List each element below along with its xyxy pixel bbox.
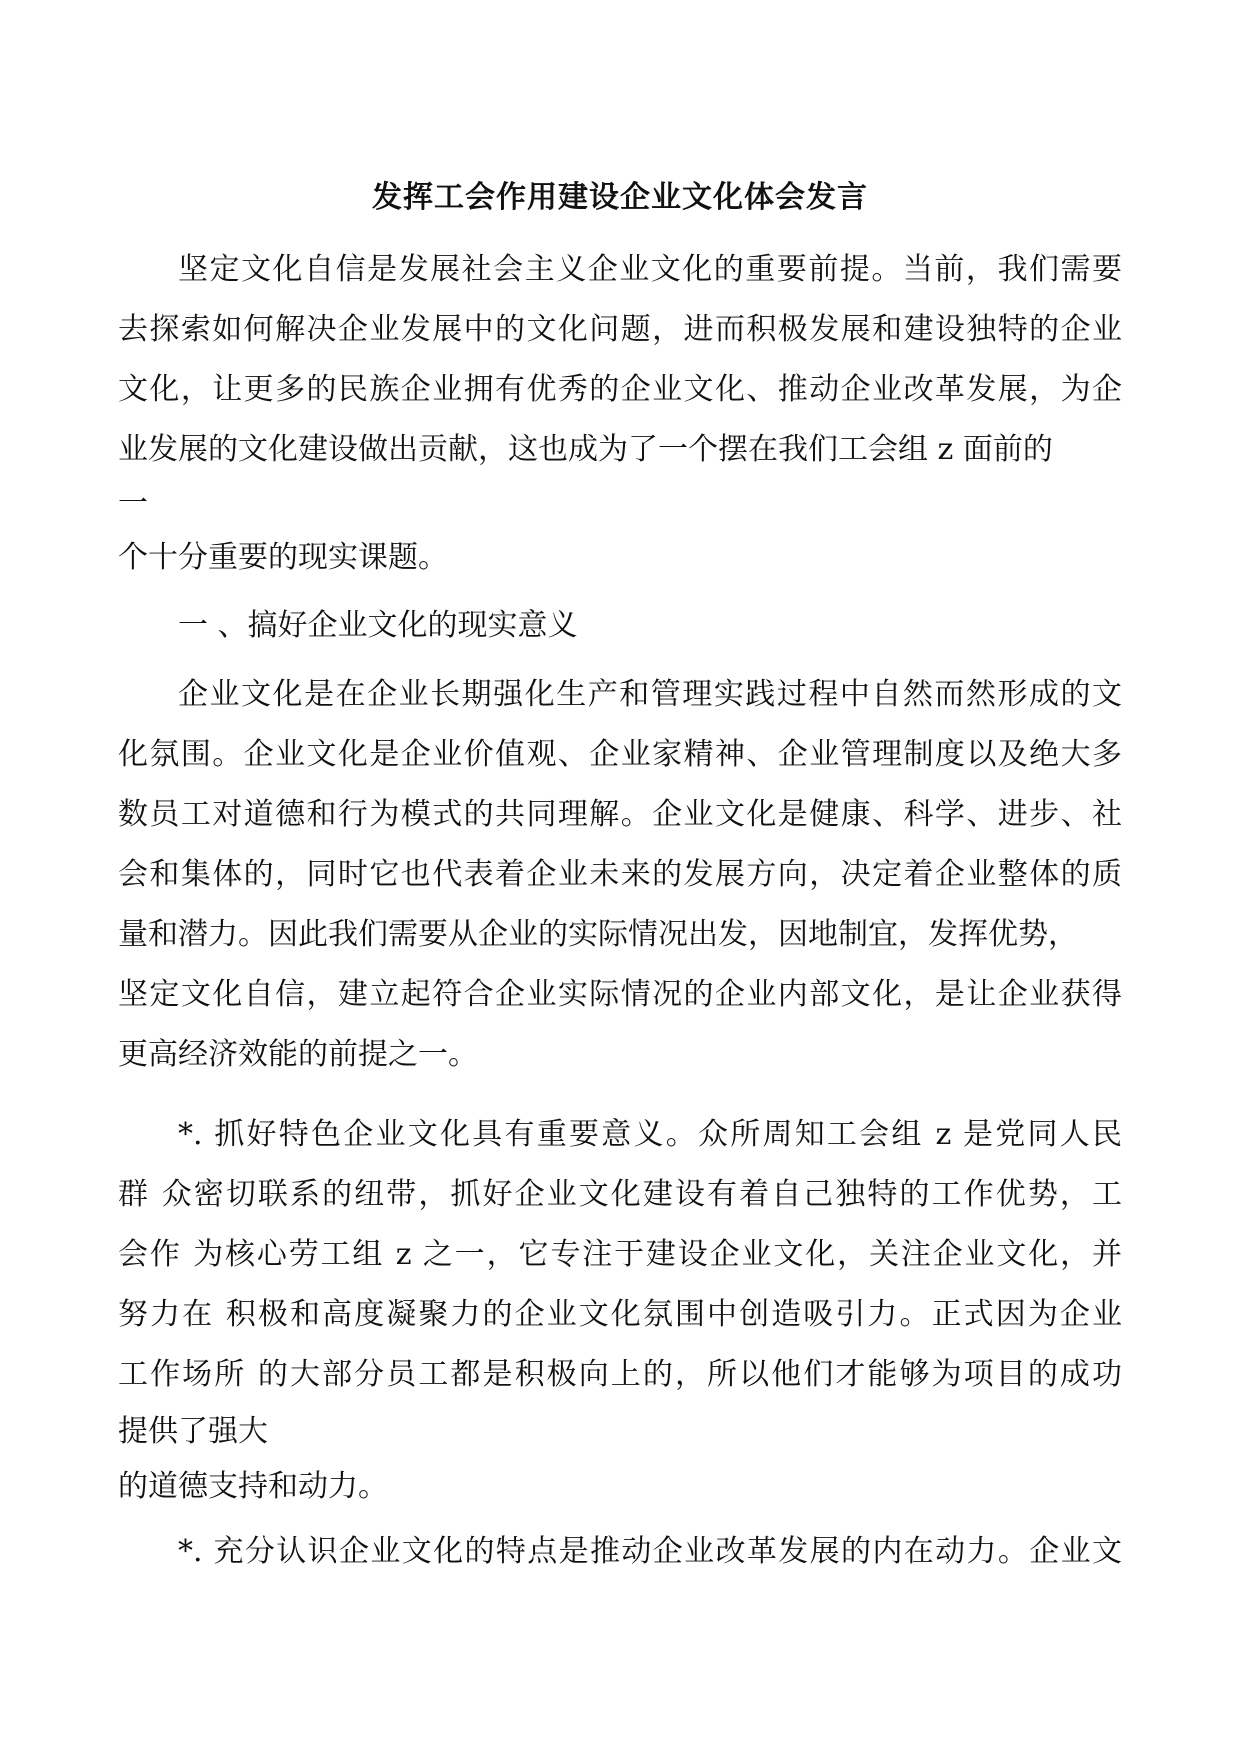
document-title: 发挥工会作用建设企业文化体会发言 bbox=[372, 180, 868, 215]
paragraph-line: 会作 为核心劳工组 z 之一，它专注于建设企业文化，关注企业文化，并 bbox=[118, 1237, 1122, 1272]
paragraph-line: 努力在 积极和高度凝聚力的企业文化氛围中创造吸引力。正式因为企业 bbox=[118, 1297, 1122, 1332]
paragraph-line: 数员工对道德和行为模式的共同理解。企业文化是健康、科学、进步、社 bbox=[118, 797, 1122, 832]
paragraph-line: 群 众密切联系的纽带，抓好企业文化建设有着自己独特的工作优势，工 bbox=[118, 1177, 1122, 1212]
paragraph-line: 坚定文化自信，建立起符合企业实际情况的企业内部文化，是让企业获得 bbox=[118, 977, 1122, 1012]
paragraph-line: 提供了强大 bbox=[118, 1414, 268, 1449]
section-heading: 一 、搞好企业文化的现实意义 bbox=[178, 608, 578, 643]
paragraph-line: *. 抓好特色企业文化具有重要意义。众所周知工会组 z 是党同人民 bbox=[178, 1117, 1122, 1152]
paragraph-line: 化氛围。企业文化是企业价值观、企业家精神、企业管理制度以及绝大多 bbox=[118, 737, 1122, 772]
paragraph-line: 企业文化是在企业长期强化生产和管理实践过程中自然而然形成的文 bbox=[178, 677, 1122, 712]
paragraph-line: 量和潜力。因此我们需要从企业的实际情况出发，因地制宜，发挥优势， bbox=[118, 917, 1078, 952]
paragraph-line: 业发展的文化建设做出贡献，这也成为了一个摆在我们工会组 z 面前的 bbox=[118, 432, 1053, 467]
paragraph-line: 坚定文化自信是发展社会主义企业文化的重要前提。当前，我们需要 bbox=[178, 252, 1122, 287]
paragraph-line: *. 充分认识企业文化的特点是推动企业改革发展的内在动力。企业文 bbox=[178, 1534, 1122, 1569]
paragraph-line: 会和集体的，同时它也代表着企业未来的发展方向，决定着企业整体的质 bbox=[118, 857, 1122, 892]
paragraph-line: 一 bbox=[118, 486, 148, 521]
paragraph-line: 更高经济效能的前提之一。 bbox=[118, 1037, 478, 1072]
paragraph-line: 的道德支持和动力。 bbox=[118, 1469, 388, 1504]
paragraph-line: 个十分重要的现实课题。 bbox=[118, 540, 448, 575]
paragraph-line: 去探索如何解决企业发展中的文化问题，进而积极发展和建设独特的企业 bbox=[118, 312, 1122, 347]
paragraph-line: 工作场所 的大部分员工都是积极向上的，所以他们才能够为项目的成功 bbox=[118, 1357, 1122, 1392]
paragraph-line: 文化，让更多的民族企业拥有优秀的企业文化、推动企业改革发展，为企 bbox=[118, 372, 1122, 407]
